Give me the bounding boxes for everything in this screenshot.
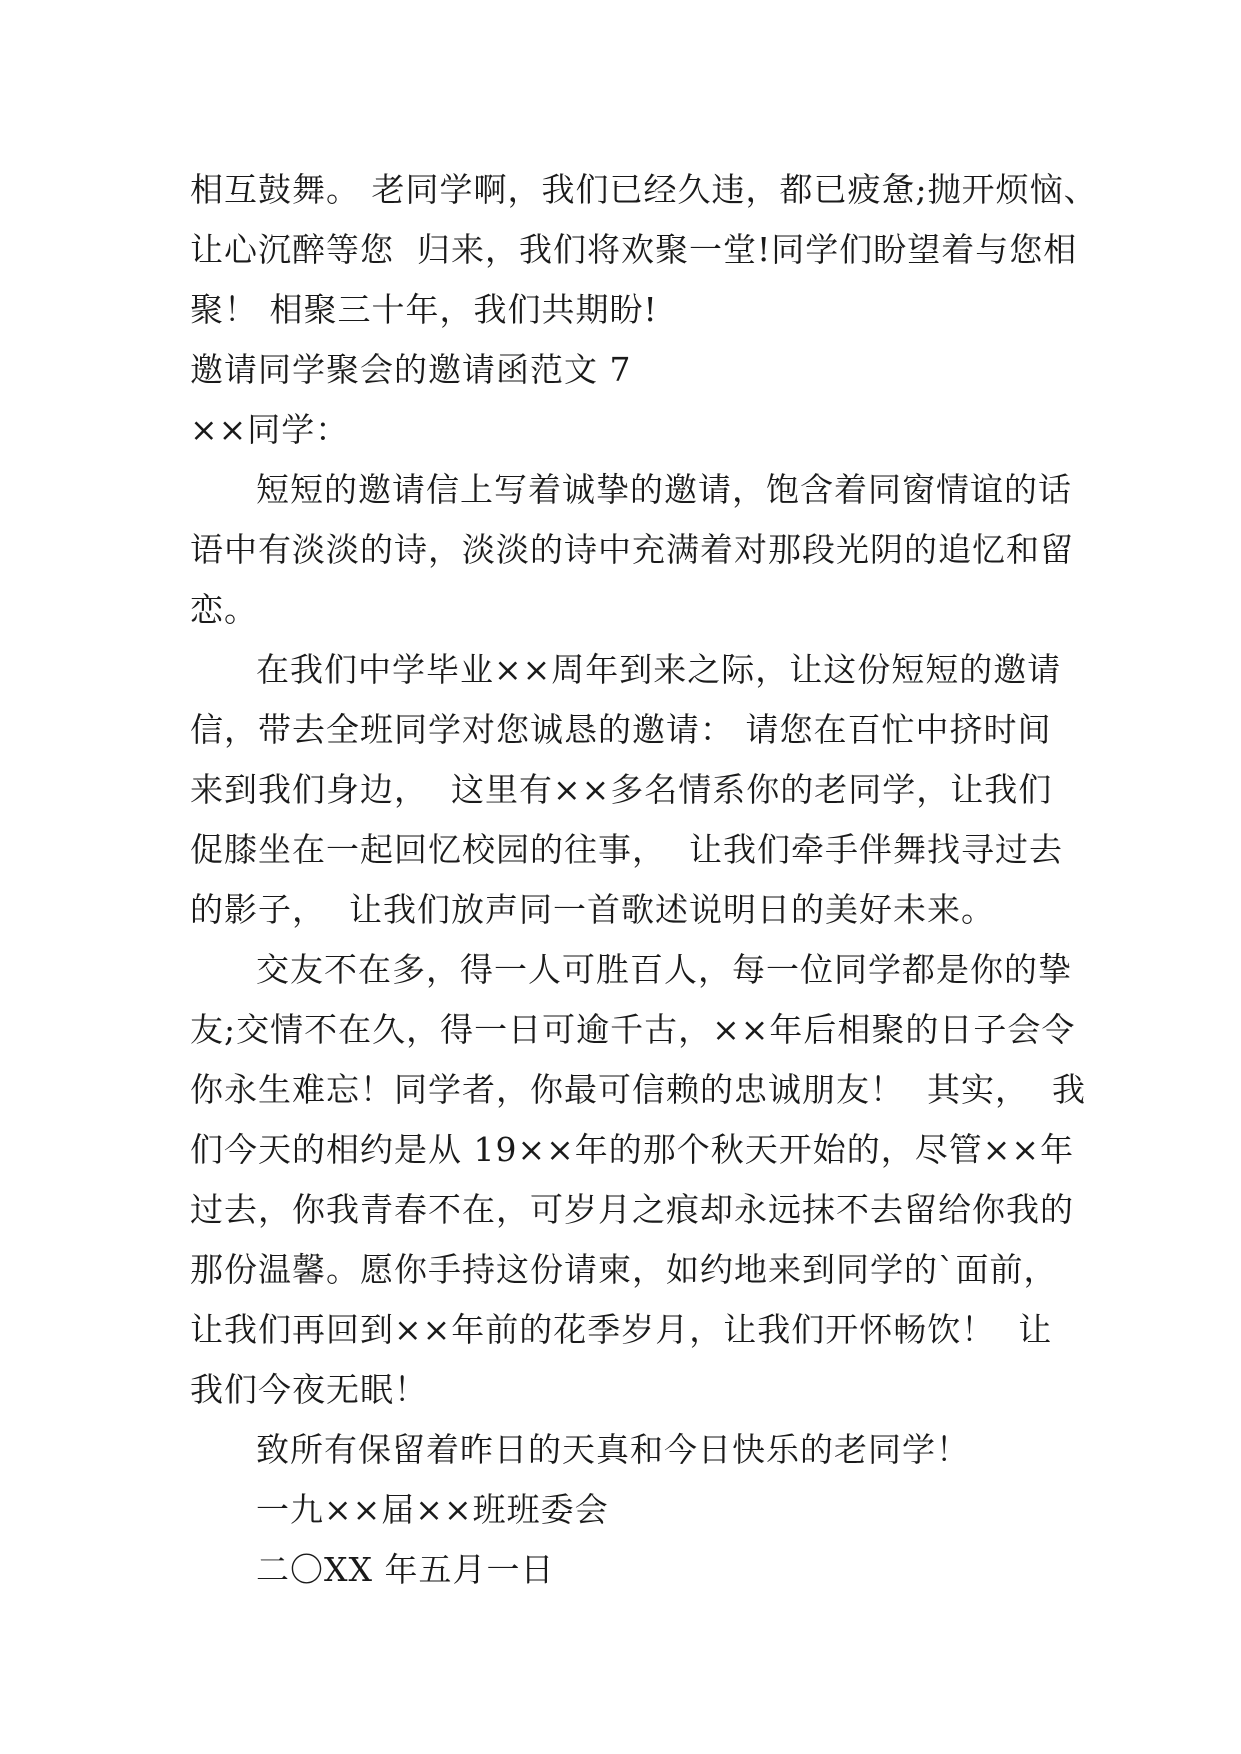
text-line: 致所有保留着昨日的天真和今日快乐的老同学！ [256,1430,970,1469]
text-line: 短短的邀请信上写着诚挚的邀请，饱含着同窗情谊的话 [256,470,1072,509]
text-line: 二〇XX 年五月一日 [256,1550,555,1589]
text-line: 你永生难忘！同学者，你最可信赖的忠诚朋友！ 其实， 我 [190,1070,1086,1109]
text-line: ××同学： [190,410,350,449]
text-line: 交友不在多，得一人可胜百人，每一位同学都是你的挚 [256,950,1072,989]
text-line: 邀请同学聚会的邀请函范文 7 [190,350,632,389]
text-line: 在我们中学毕业××周年到来之际，让这份短短的邀请 [256,650,1062,689]
text-line: 让我们再回到××年前的花季岁月，让我们开怀畅饮！ 让 [190,1310,1053,1349]
text-line: 让心沉醉等您 归来，我们将欢聚一堂!同学们盼望着与您相 [190,230,1078,269]
text-line: 过去，你我青春不在，可岁月之痕却永远抹不去留给你我的 [190,1190,1074,1229]
text-line: 我们今夜无眠！ [190,1370,428,1409]
text-line: 们今天的相约是从 19××年的那个秋天开始的，尽管××年 [190,1130,1075,1169]
text-line: 恋。 [190,590,258,629]
text-line: 相互鼓舞。 老同学啊，我们已经久违，都已疲惫;抛开烦恼、 [190,170,1098,209]
text-line: 来到我们身边， 这里有××多名情系你的老同学，让我们 [190,770,1053,809]
text-line: 的影子， 让我们放声同一首歌述说明日的美好未来。 [190,890,995,929]
document-body [190,160,1098,1600]
text-line: 促膝坐在一起回忆校园的往事， 让我们牵手伴舞找寻过去 [190,830,1063,869]
text-line: 一九××届××班班委会 [256,1490,609,1529]
text-line: 聚！ 相聚三十年，我们共期盼! [190,290,658,329]
text-line: 那份温馨。愿你手持这份请柬，如约地来到同学的`面前， [190,1250,1058,1289]
text-line: 友;交情不在久，得一日可逾千古，××年后相聚的日子会令 [190,1010,1076,1049]
text-line: 信，带去全班同学对您诚恳的邀请： 请您在百忙中挤时间 [190,710,1052,749]
text-line: 语中有淡淡的诗，淡淡的诗中充满着对那段光阴的追忆和留 [190,530,1074,569]
